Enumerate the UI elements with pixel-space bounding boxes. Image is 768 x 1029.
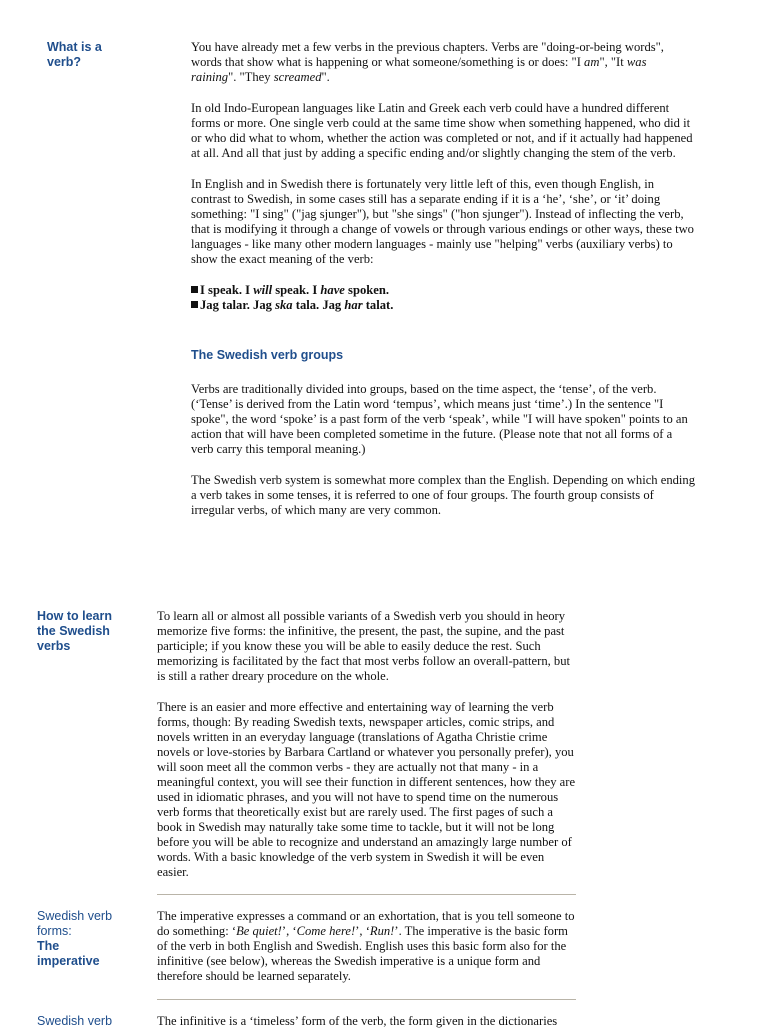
section-label-imperative: Swedish verb forms: The imperative	[37, 909, 113, 968]
paragraph-infinitive: The infinitive is a ‘timeless’ form of the verb, the form given in the dictionaries	[157, 1014, 558, 1028]
section-label-how-to-learn: How to learn the Swedish verbs	[37, 609, 113, 653]
paragraph-tense: Verbs are traditionally divided into groups, based on the time aspect, the ‘tense’, of the verb. (‘Tense’ is derived from the Latin word ‘tempus’, which means just ‘time’.) In the sentence "I spoke", the word ‘spoke’ is a past form of the verb ‘speak’, while "I will have spoken" points to an action that will have been completed sometime in the future. (Please note that not all forms of a verb carry this temporal meaning.)	[191, 382, 688, 456]
section-how-to-learn-body	[157, 609, 579, 880]
paragraph-english-swedish: In English and in Swedish there is fortunately very little left of this, even though English, in contrast to Swedish, in some cases still has a separate ending if it is a ‘he’, ‘she’, or ‘it’ doing something: "I sing" ("jag sjunger"), but "she sings" ("hon sjunger"). Instead of inflecting the verb, that is modifying it through a change of vowels or through various endings or other ways, these two languages - like many other modern languages - mainly use "helping" verbs (auxiliary verbs) to show the exact meaning of the verb:	[191, 177, 694, 266]
section-label-infinitive: Swedish verb	[37, 1014, 113, 1028]
example-swedish: Jag talar. Jag ska tala. Jag har talat.	[191, 298, 696, 313]
section-what-is-a-verb-body	[191, 40, 696, 313]
paragraph-memorize: To learn all or almost all possible variants of a Swedish verb you should in heory memorize five forms: the infinitive, the present, the past, the supine, and the past participle; if you know these you will be able to easily deduce the rest. Such memorizing is facilitated by the fact that most verbs follow an overall-pattern, but is still a rather dreary procedure on the whole.	[157, 609, 571, 683]
section-label-what-is-a-verb: What is a verb?	[47, 40, 102, 69]
paragraph-verb-system: The Swedish verb system is somewhat more complex than the English. Depending on which ending a verb takes in some tenses, it is referred to one of four groups. The fourth group consists of irregular verbs, of which many are very common.	[191, 473, 696, 517]
paragraph-reading: There is an easier and more effective and entertaining way of learning the verb forms, though: By reading Swedish texts, newspaper articles, comic strips, and novels written in an everyday language (translations of Agatha Christie crime novels or love-stories by Barbara Cartland or whatever you personally prefer), you will soon meet all the common verbs - they are actually not that many - in a meaningful context, you will see their function in different sentences, how they are used in idiomatic phrases, and you will not have to spend time on the numerous verb forms that theoretically exist but are rarely used. The first pages of such a book in Swedish may naturally take some time to tackle, but it will not be long before you will be able to recognize and understand an amazingly large number of words. With a basic knowledge of the verb system in Swedish it will be even easier.	[157, 700, 576, 879]
section-infinitive-body	[157, 1014, 579, 1029]
section-imperative-body	[157, 909, 579, 984]
example-english: I speak. I will speak. I have spoken.	[191, 283, 696, 298]
paragraph-intro: You have already met a few verbs in the previous chapters. Verbs are "doing-or-being words", words that show what is happening or what someone/something is or does: "I am", "It was raining". "They screamed".	[191, 40, 664, 84]
bullet-square-icon	[191, 301, 198, 308]
paragraph-imperative: The imperative expresses a command or an exhortation, that is you tell someone to do something: ‘Be quiet!’, ‘Come here!’, ‘Run!’. The imperative is the basic form of the verb in both English and Swedish. English uses this basic form also for the infinitive (see below), whereas the Swedish imperative is a unique form and therefore should be learned separately.	[157, 909, 575, 983]
paragraph-indo-european: In old Indo-European languages like Latin and Greek each verb could have a hundred different forms or more. One single verb could at the same time show when something happened, who did it or who did what to whom, whether the action was completed or not, and if it actually had happened at all. And all that just by adding a specific ending and/or slightly changing the stem of the verb.	[191, 101, 693, 160]
divider	[157, 999, 576, 1000]
divider	[157, 894, 576, 895]
section-verb-groups-body	[191, 382, 696, 518]
heading-swedish-verb-groups: The Swedish verb groups	[191, 348, 344, 362]
bullet-square-icon	[191, 286, 198, 293]
